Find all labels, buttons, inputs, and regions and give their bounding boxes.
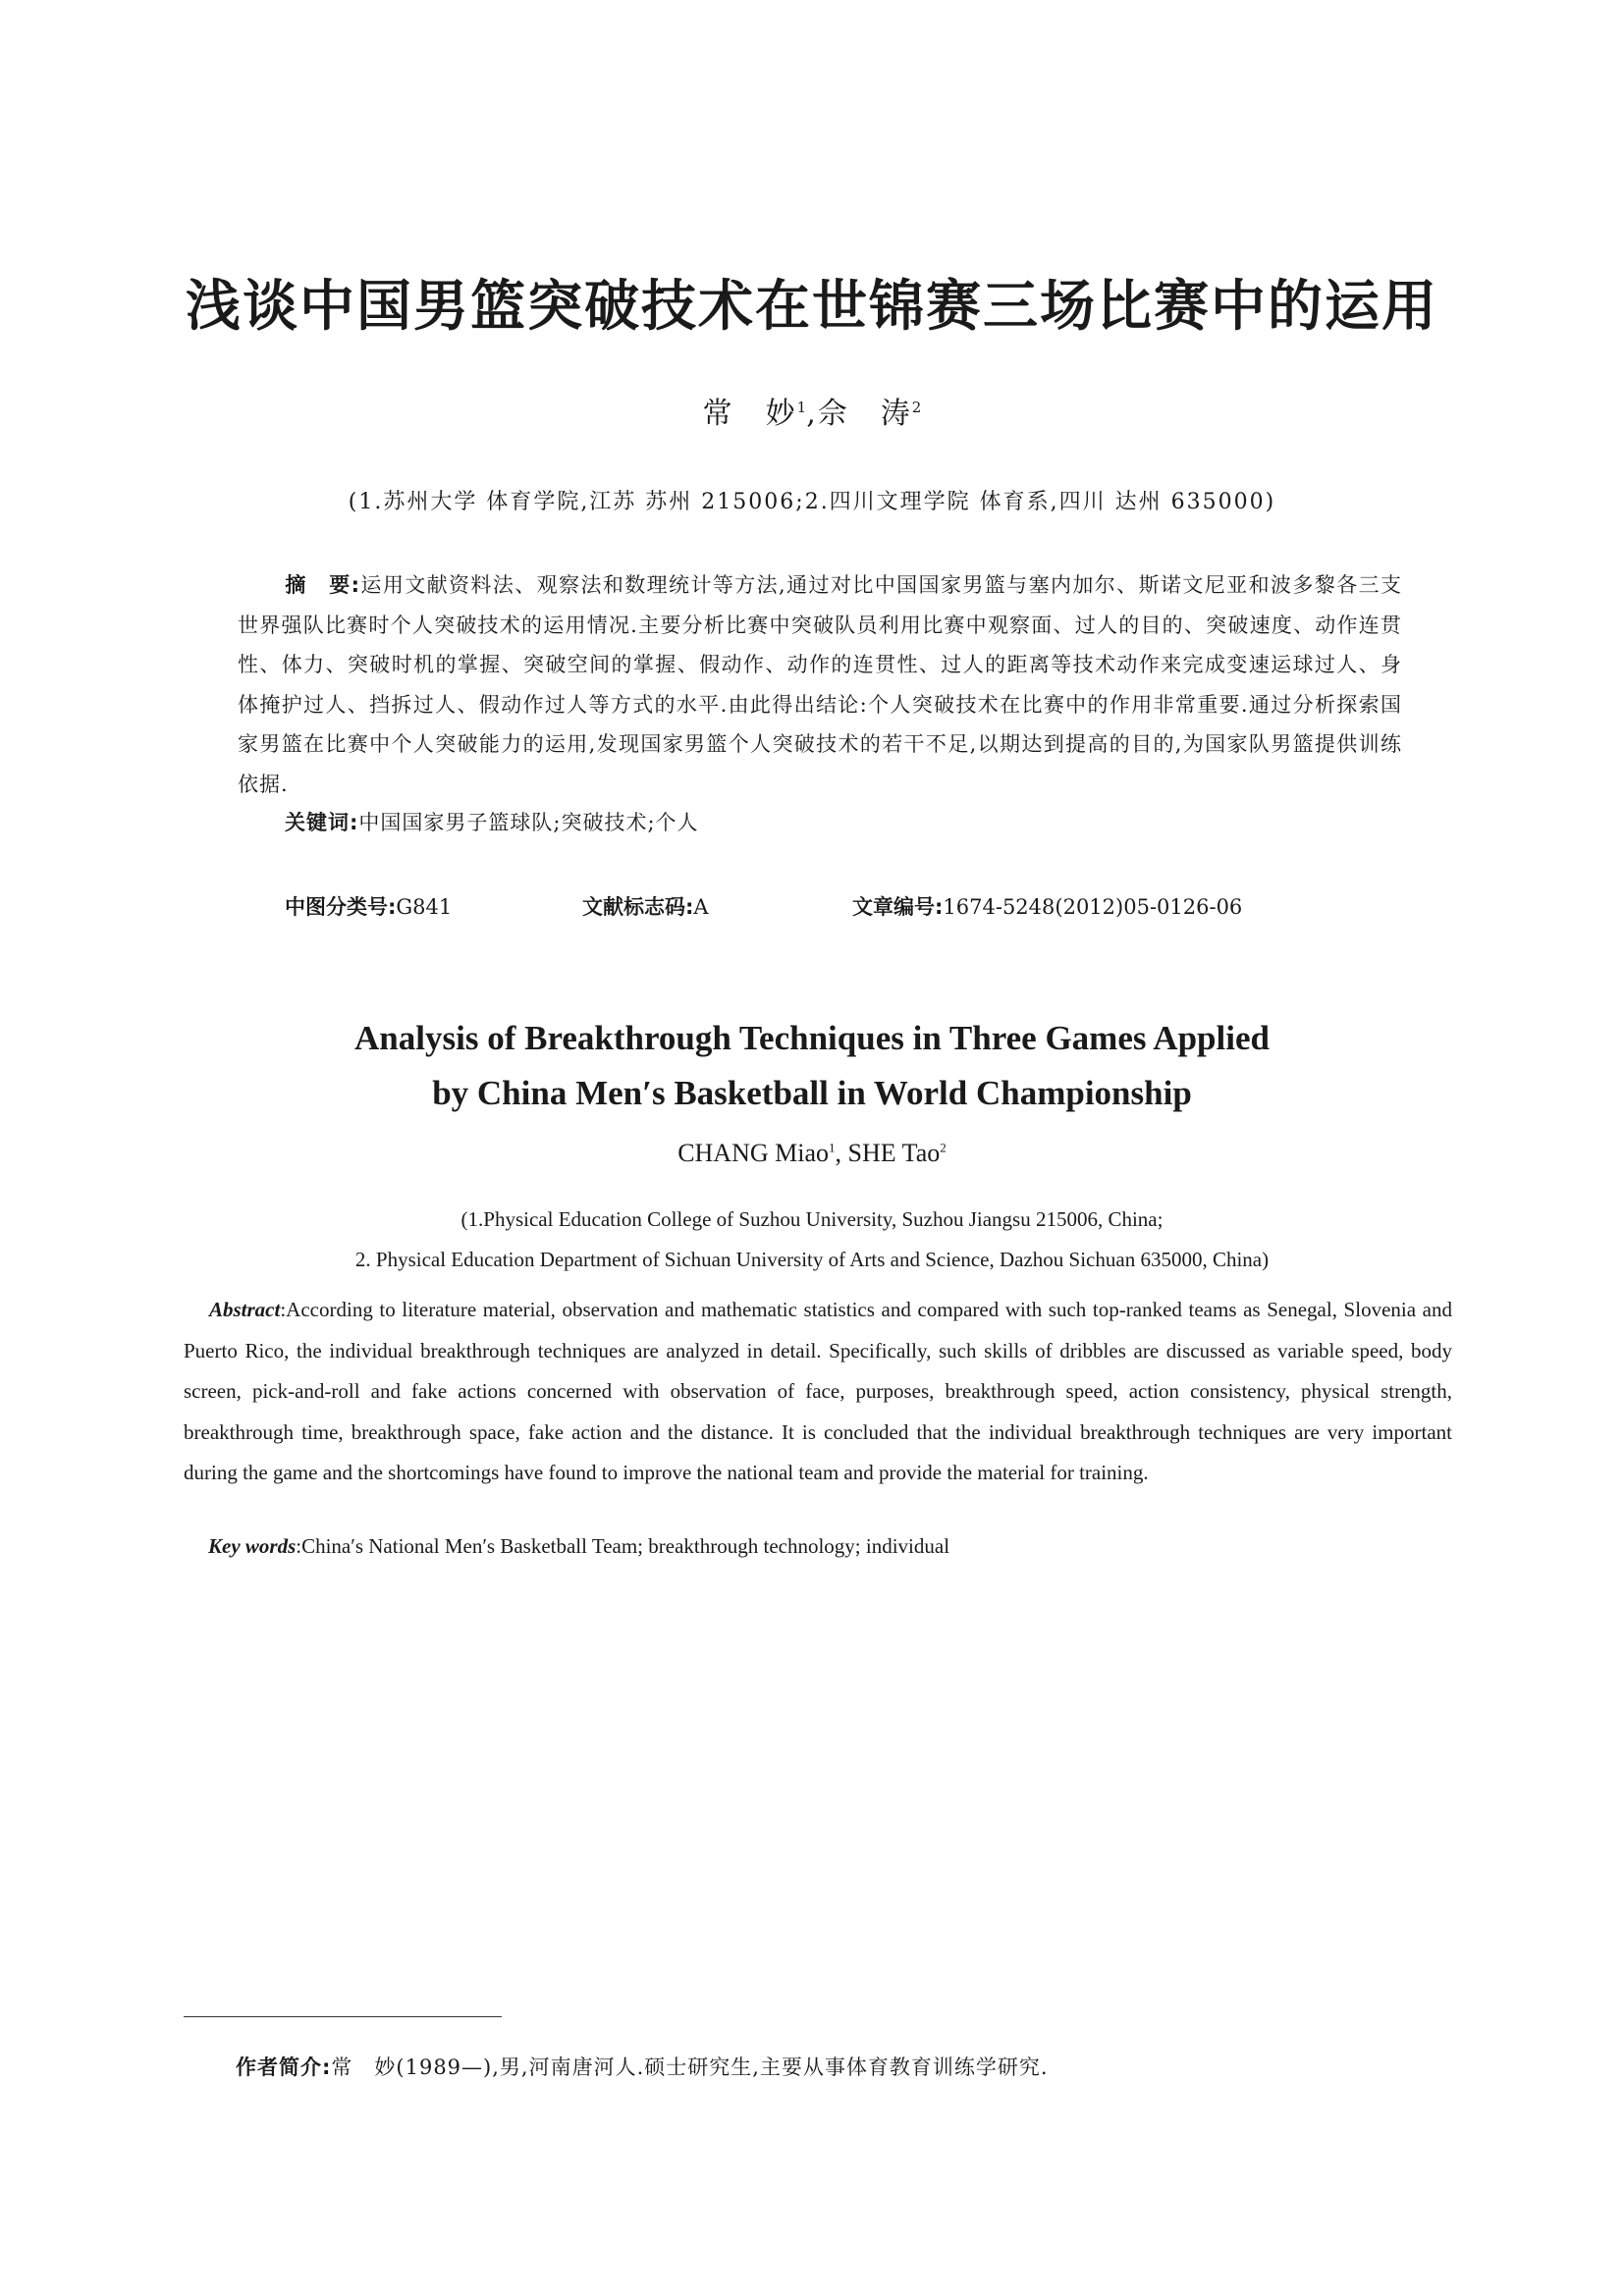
keywords-text-cn: 中国国家男子篮球队;突破技术;个人 <box>358 811 699 834</box>
article-number-label: 文章编号: <box>852 895 944 919</box>
abstract-text-en: :According to literature material, observation and mathematic statistics and compared with such top-ranked teams as Senegal, Slovenia and Puerto Rico, the individual breakthrough techniques are analyzed in detail. Specifically, such skills of dribbles are discussed as variable speed, body screen, pick-and-roll and fake actions concerned with observation of face, purposes, breakthrough speed, action consistency, physical strength, breakthrough time, breakthrough space, fake action and the distance. It is concluded that the individual breakthrough techniques are very important during the game and the shortcomings have found to improve the national team and provide the material for training. <box>184 1298 1452 1484</box>
document-code <box>582 891 709 921</box>
document-code-value: A <box>693 895 709 919</box>
paper-title-en-line: by China Men′s Basketball in World Championship <box>432 1074 1192 1112</box>
affiliation-en-line: 2. Physical Education Department of Sichuan University of Arts and Science, Dazhou Sichuan 635000, China) <box>354 1248 1270 1271</box>
footnote-divider <box>184 2016 502 2017</box>
abstract-label-cn: 摘 要: <box>285 573 361 597</box>
document-code-label: 文献标志码: <box>582 895 694 919</box>
clc-number <box>285 891 452 921</box>
author-separator: , <box>806 397 818 431</box>
keywords-label-en: Key words <box>208 1534 297 1558</box>
author-name: CHANG Miao <box>677 1139 830 1167</box>
affiliation-en-line: (1.Physical Education College of Suzhou University, Suzhou Jiangsu 215006, China; <box>460 1207 1164 1231</box>
keywords-en <box>208 1534 1445 1559</box>
author-name: 佘 涛 <box>817 397 912 431</box>
author-affil-marker: 2 <box>940 1140 947 1155</box>
paper-title-cn: 浅谈中国男篮突破技术在世锦赛三场比赛中的运用 <box>186 275 1438 339</box>
footnote-label: 作者简介: <box>236 2056 332 2079</box>
article-number <box>852 891 1242 921</box>
author-separator: , <box>835 1139 848 1167</box>
author-bio-footnote <box>236 2052 1443 2081</box>
abstract-text-cn: 运用文献资料法、观察法和数理统计等方法,通过对比中国国家男篮与塞内加尔、斯诺文尼亚和波多黎各三支世界强队比赛时个人突破技术的运用情况.主要分析比赛中突破队员利用比赛中观察面、过人的目的、突破速度、动作连贯性、体力、突破时机的掌握、突破空间的掌握、假动作、动作的连贯性、过人的距离等技术动作来完成变速运球过人、身体掩护过人、挡拆过人、假动作过人等方式的水平.由此得出结论:个人突破技术在比赛中的作用非常重要.通过分析探索国家男篮在比赛中个人突破能力的运用,发现国家男篮个人突破技术的若干不足,以期达到提高的目的,为国家队男篮提供训练依据. <box>238 573 1402 796</box>
abstract-en <box>184 1290 1452 1494</box>
authors-en <box>0 1139 1624 1168</box>
keywords-text-en: :China′s National Men′s Basketball Team; breakthrough technology; individual <box>296 1534 950 1558</box>
keywords-label-cn: 关键词: <box>285 811 359 834</box>
author-affil-marker: 2 <box>911 399 922 416</box>
author-name: 常 妙 <box>702 397 797 431</box>
paper-title-en-line: Analysis of Breakthrough Techniques in Three Games Applied <box>354 1019 1270 1057</box>
footnote-text: 常 妙(1989—),男,河南唐河人.硕士研究生,主要从事体育教育训练学研究. <box>331 2056 1049 2079</box>
affiliation-en <box>0 1200 1624 1280</box>
author-name: SHE Tao <box>847 1139 941 1167</box>
authors-cn <box>0 389 1624 432</box>
author-affil-marker: 1 <box>829 1140 836 1155</box>
keywords-cn <box>285 807 1404 836</box>
article-number-value: 1674-5248(2012)05-0126-06 <box>943 895 1243 919</box>
clc-value: G841 <box>396 895 453 919</box>
clc-label: 中图分类号: <box>285 895 397 919</box>
abstract-label-en: Abstract <box>209 1298 281 1321</box>
author-affil-marker: 1 <box>796 399 807 416</box>
paper-title-en <box>0 1011 1624 1121</box>
abstract-cn <box>238 565 1402 804</box>
affiliation-cn: (1.苏州大学 体育学院,江苏 苏州 215006;2.四川文理学院 体育系,四川 达州 635000) <box>348 490 1276 514</box>
